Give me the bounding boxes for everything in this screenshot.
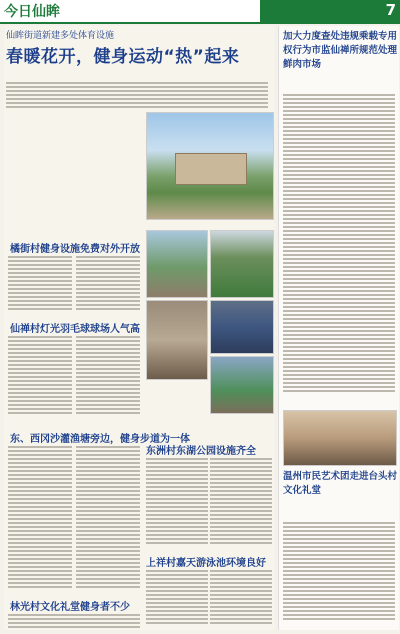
sidebar-headline-2: 温州市民艺术团走进台头村文化礼堂 [283,471,398,496]
sports-plaza-photo [146,112,274,220]
sidebar-performance-photo [283,410,397,466]
section-heading-3: 东、西冈沙灌渔塘旁边，健身步道为一体 [10,434,190,445]
section-5-text-col2 [210,456,272,548]
brand-bar [260,0,400,22]
section-6-text-col1 [146,568,208,626]
section-heading-1: 橘街村健身设施免费对外开放 [10,244,140,255]
lead-paragraph [6,80,268,110]
section-heading-4: 林光村文化礼堂健身者不少 [10,602,130,613]
indoor-badminton-photo [146,300,208,380]
main-article [4,26,274,630]
section-6-text-col2 [210,568,272,626]
article-headline: 春暖花开，健身运动“热”起来 [6,47,240,67]
section-5-text-col1 [146,456,208,548]
section-3-text-col2 [76,444,140,594]
article-kicker: 仙眸街道新建多处体育设施 [6,31,115,41]
fitness-equipment-photo [146,230,208,298]
walkway-photo [210,356,274,414]
section-2-text-col2 [76,334,140,416]
page-header [0,0,400,24]
badminton-court-photo [210,300,274,354]
section-2-text-col1 [8,334,72,416]
section-1-text-col2 [76,254,140,314]
sidebar-article-2-text [283,520,395,620]
outdoor-court-photo [210,230,274,298]
sidebar-article-1-text [283,92,395,392]
section-title: 今日仙眸 [4,4,60,20]
sidebar-news [278,26,399,630]
section-heading-2: 仙禅村灯光羽毛球球场人气高 [10,324,140,335]
section-heading-5: 东洲村东湖公园设施齐全 [146,446,256,457]
section-1-text-col1 [8,254,72,314]
section-3-text-col1 [8,444,72,594]
sidebar-headline-1: 加大力度查处违规乘载专用权行为市监仙禅所规范处理鲜肉市场 [283,31,398,70]
page-number: 7 [385,1,396,19]
gate-shape [175,153,247,185]
section-heading-6: 上祥村嘉天游泳池环境良好 [146,558,266,569]
section-4-text [8,612,140,628]
